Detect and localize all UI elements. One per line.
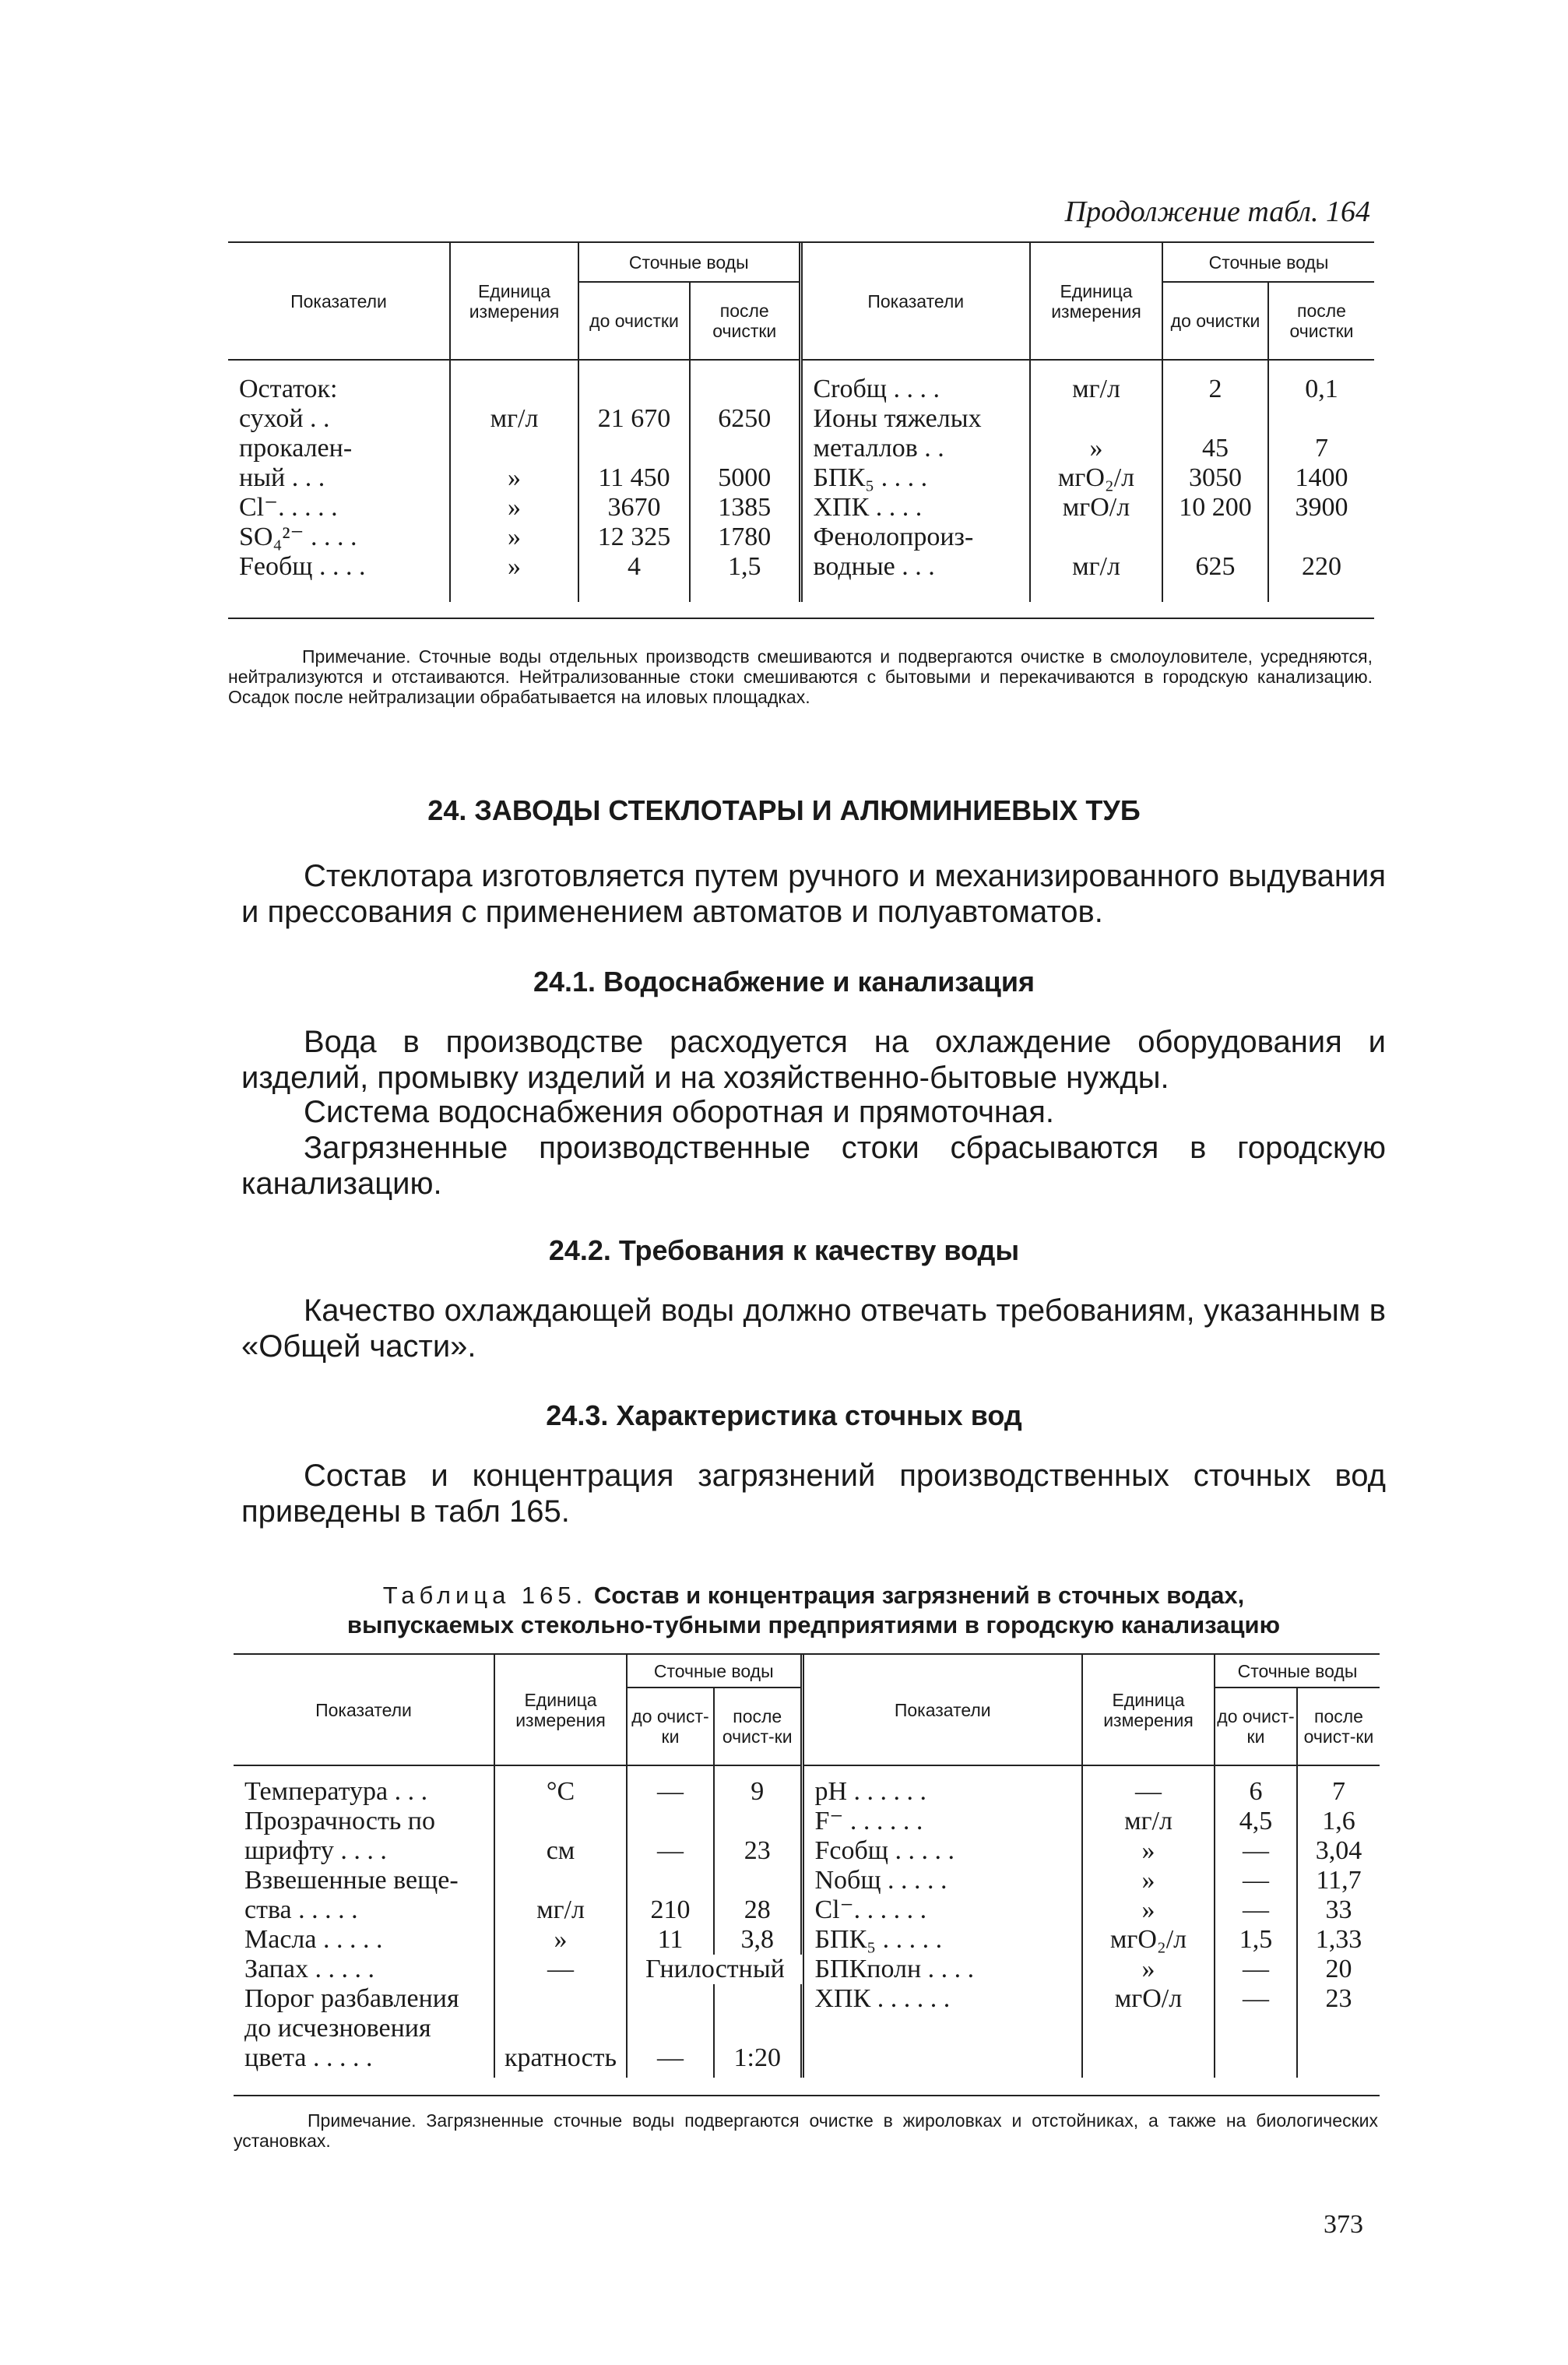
table165-right-after-cell: 1,6 [1322,1807,1355,1835]
table164-right-labels-cell: Crобщ . . . . [813,375,940,403]
table164-left-before-cell: 21 670 [597,404,671,433]
table165-left-labels-cell: Температура . . . [244,1777,428,1806]
table165-left-units-cell [495,1866,626,1895]
table165-right-units-cell: » [1141,1955,1155,1983]
table164-left-after-cell [691,375,799,404]
table164-right-after-cell [1269,404,1374,434]
table165-caption [234,1581,1394,1640]
table165-right-labels-cell: pH . . . . . . [814,1777,927,1806]
table164-right-labels-cell: БПК₅ . . . . [813,463,928,492]
table165-left-units-cell: » [554,1925,568,1954]
table164-left-units-cell: » [508,463,521,492]
table164-right-labels-cell: Фенолопроиз- [813,523,974,551]
table165-left-before-cell: — [657,2043,684,2072]
table165-left-before-cell: — [657,1777,684,1806]
table165-right-before-cell: — [1243,1984,1269,2013]
table165-left-labels-cell: ства . . . . . [244,1895,358,1924]
table164-column-right-after [1268,361,1374,602]
table164-left-before-cell: 3670 [607,493,661,522]
table165-left-after-cell [715,2014,800,2043]
table165-caption-line1: Состав и концентрация загрязнений в сточных водах, [593,1582,1245,1609]
table164-left-labels-cell: ный . . . [239,463,325,492]
table164-left-after-cell: 1385 [718,493,772,522]
table164-left-labels-cell: Остаток: [239,375,338,403]
table164-right-units-cell: мгО₂/л [1057,463,1135,492]
t165-header-indicators-right: Показатели [802,1655,1082,1765]
s242-paragraph-1: Качество охлаждающей воды должно отвечать требованиям, указанным в «Общей части». [241,1293,1386,1364]
table165-column-right-units [1082,1766,1215,2078]
table164-right-units-cell [1031,404,1162,434]
t164-header-indicators-left: Показатели [228,243,450,360]
table165-right-labels-cell: Fcобщ . . . . . [814,1836,955,1865]
table165-left-units-cell: кратность [504,2043,617,2072]
table165-right-after-cell: 11,7 [1316,1866,1362,1895]
table165-right-after-cell: 23 [1325,1984,1352,2013]
table164-left-labels-cell: прокален- [239,434,353,463]
table164-right-labels-cell: Ионы тяжелых [813,404,982,433]
t164-header-wastewater-right: Сточные воды [1162,243,1374,282]
table164-right-labels-cell: ХПК . . . . [813,493,923,522]
subsection-24-2-title: 24.2. Требования к качеству воды [548,1234,1020,1266]
table165-left-after-cell: 9 [751,1777,765,1806]
table164-note: Примечание. Сточные воды отдельных производств смешиваются и подвергаются очистке в смолоуловителе, усредняются, нейтрализуются и отстаиваются. Нейтрализованные стоки смешиваются с бытовыми и перекачиваются в городскую канализацию. Осадок после нейтрализации обрабатывается на иловых площадках. [228,646,1373,707]
table165-left-labels-cell: Запах . . . . . [244,1955,374,1983]
table165-left-before-cell [628,2014,713,2043]
page-number: 373 [1324,2210,1363,2239]
table165-column-right-labels [802,1766,1082,2078]
table165-left-labels-cell: шрифту . . . . [244,1836,387,1865]
t165-header-unit-right: Единица измерения [1082,1655,1215,1765]
table164-left-before-cell: 12 325 [597,523,671,551]
table164-left-units-cell: » [508,523,521,551]
table165-left-units-cell: мг/л [536,1895,585,1924]
table165-right-labels-cell: Nобщ . . . . . [814,1866,947,1895]
table165-left-before-cell: 210 [650,1895,691,1924]
table165-right-labels-cell: ХПК . . . . . . [814,1984,951,2013]
subsection-24-1-title: 24.1. Водоснабжение и канализация [533,966,1035,998]
table165-right-labels-cell: БПКполн . . . . [814,1955,975,1983]
table165-right-after-cell: 33 [1325,1895,1352,1924]
table165-column-left-after [714,1766,802,2078]
section-title: 24. ЗАВОДЫ СТЕКЛОТАРЫ И АЛЮМИНИЕВЫХ ТУБ [427,794,1141,826]
table165-right-units-cell: — [1135,1777,1162,1806]
table165-left-units-cell: — [547,1955,574,1983]
table164-column-left-units [450,361,578,602]
table164-right-after-cell: 0,1 [1305,375,1338,403]
table165-right-before-cell: 6 [1249,1777,1263,1806]
table164-left-before-cell [579,434,689,463]
table164-right-labels-cell: водные . . . [813,552,935,581]
table165-bottom-rule [234,2095,1380,2096]
t164-header-unit-left: Единица измерения [450,243,578,360]
table165-column-left-units [494,1766,627,2078]
table164-right-before-cell: 45 [1202,434,1229,463]
table165-left-units-cell: °C [546,1777,575,1806]
table165-left-labels-cell: цвета . . . . . [244,2043,373,2072]
t165-header-wastewater-right: Сточные воды [1215,1655,1380,1688]
table164-right-before-cell: 2 [1208,375,1222,403]
table164-right-units-cell: мг/л [1072,552,1120,581]
table165-right-before-cell: — [1243,1836,1269,1865]
table165-right-labels-cell: БПК₅ . . . . . [814,1925,943,1954]
table165-left-labels-cell: Прозрачность по [244,1807,436,1835]
table164-right-units-cell: » [1089,434,1103,463]
table164-column-right-units [1030,361,1162,602]
table165-left-before-cell: 11 [657,1925,684,1954]
table165-right-before-cell: 1,5 [1239,1925,1273,1954]
s241-paragraph-3: Загрязненные производственные стоки сбрасываются в городскую канализацию. [241,1131,1386,1201]
table164-column-right-labels [800,361,1030,602]
table164-right-after-cell: 1400 [1295,463,1348,492]
s243-paragraph-1: Состав и концентрация загрязнений производственных сточных вод приведены в табл 165. [241,1459,1386,1529]
table164-left-after-cell: 6250 [718,404,772,433]
table165-column-right-before [1215,1766,1297,2078]
table165-left-after-cell [715,1984,800,2014]
table164-right-before-cell: 625 [1195,552,1236,581]
table164-right-labels-cell: металлов . . [813,434,944,463]
t165-header-indicators-left: Показатели [234,1655,494,1765]
table165-left-after-cell: 1:20 [733,2043,781,2072]
table165-right-units-cell: мг/л [1124,1807,1172,1835]
table164-right-after-cell [1269,523,1374,552]
table165-left-after-cell [715,1866,800,1895]
t165-header-after-right: после очист-ки [1297,1688,1380,1765]
table165-left-labels-cell: Взвешенные веще- [244,1866,459,1895]
section-intro: Стеклотара изготовляется путем ручного и механизированного выдувания и прессования с применением автоматов и полуавтоматов. [241,859,1386,929]
table164-right-before-cell [1163,523,1267,552]
table-continuation-label: Продолжение табл. 164 [1064,195,1370,228]
table164-left-before-cell: 11 450 [598,463,670,492]
table164-column-right-before [1162,361,1268,602]
table164-left-units-cell [451,434,578,463]
t165-header-wastewater-left: Сточные воды [627,1655,802,1688]
s241-paragraph-2: Система водоснабжения оборотная и прямоточная. [304,1095,1055,1129]
table165-left-after-cell: 23 [744,1836,771,1865]
table164-column-left-after [690,361,800,602]
table165-right-after-cell: 20 [1325,1955,1352,1983]
table165-column-left-labels [234,1766,494,2078]
table164-left-after-cell [691,434,799,463]
t164-header-after-left: после очистки [690,282,800,360]
table164-left-units-cell [451,375,578,404]
table165-left-labels-cell: Масла . . . . . [244,1925,383,1954]
t165-header-before-left: до очист-ки [627,1688,714,1765]
t165-header-after-left: после очист-ки [714,1688,802,1765]
table164-right-after-cell: 3900 [1295,493,1348,522]
table164-right-before-cell [1163,404,1267,434]
table165-right-labels-cell: F⁻ . . . . . . [814,1807,923,1835]
table165-left-units-cell: см [546,1836,575,1865]
table164-left-labels-cell: Feобщ . . . . [239,552,366,581]
table164-left-labels-cell: Cl⁻. . . . . [239,493,338,522]
table165-left-labels-cell: Порог разбавления [244,1984,459,2013]
t165-header-unit-left: Единица измерения [494,1655,627,1765]
table164-left-units-cell: мг/л [490,404,539,433]
table165-caption-line2: выпускаемых стекольно-тубными предприятиями в городскую канализацию [346,1611,1281,1638]
table165-left-before-cell: — [657,1836,684,1865]
table165-left-before-cell [628,1984,713,2014]
table164-left-after-cell: 5000 [718,463,772,492]
table164-right-units-cell: мгО/л [1062,493,1130,522]
table164-left-units-cell: » [508,493,521,522]
table164-column-left-before [578,361,690,602]
table165-right-before-cell: 4,5 [1239,1807,1273,1835]
t164-header-unit-right: Единица измерения [1030,243,1162,360]
table164-bottom-rule [228,618,1374,619]
t164-header-after-right: после очистки [1268,282,1374,360]
table165-left-after-cell [715,1807,800,1836]
table165-left-units-cell [495,2014,626,2043]
table164-right-units-cell: мг/л [1072,375,1120,403]
table165-right-before-cell: — [1243,1955,1269,1983]
t165-header-before-right: до очист-ки [1215,1688,1297,1765]
table164-column-left-labels [228,361,450,602]
table164 [228,243,1374,602]
table165-note: Примечание. Загрязненные сточные воды подвергаются очистке в жироловках и отстойниках, а также на биологических установках. [234,2110,1378,2151]
table164-right-before-cell: 3050 [1189,463,1242,492]
table165-right-after-cell: 3,04 [1315,1836,1362,1865]
table165-right-units-cell: мгО₂/л [1109,1925,1187,1954]
t164-header-before-left: до очистки [578,282,690,360]
table165 [234,1655,1380,2078]
table164-left-labels-cell: сухой . . [239,404,330,433]
s241-paragraph-1: Вода в производстве расходуется на охлаждение оборудования и изделий, промывку изделий и на хозяйственно-бытовые нужды. [241,1025,1386,1095]
table165-left-after-cell: 3,8 [740,1925,774,1954]
table165-right-units-cell: » [1141,1895,1155,1924]
table165-left-units-cell [495,1984,626,2014]
table164-left-after-cell: 1,5 [728,552,761,581]
table164-left-units-cell: » [508,552,521,581]
table164-left-labels-cell: SO₄²⁻ . . . . [239,523,357,551]
table165-right-after-cell: 7 [1332,1777,1345,1806]
t164-header-wastewater-left: Сточные воды [578,243,800,282]
smell-value: Гнилостный [628,1955,803,1984]
t164-header-indicators-right: Показатели [800,243,1030,360]
table165-right-units-cell: » [1141,1836,1155,1865]
table165-right-units-cell: » [1141,1866,1155,1895]
t164-header-before-right: до очистки [1162,282,1268,360]
table164-left-before-cell: 4 [628,552,641,581]
table164-left-before-cell [579,375,689,404]
table165-left-after-cell: 28 [744,1895,771,1924]
table165-right-units-cell: мгО/л [1114,1984,1183,2013]
table164-right-units-cell [1031,523,1162,552]
table165-left-before-cell [628,1866,713,1895]
table165-right-after-cell: 1,33 [1315,1925,1362,1954]
table164-right-before-cell: 10 200 [1179,493,1252,522]
table165-column-right-after [1297,1766,1380,2078]
table165-left-units-cell [495,1807,626,1836]
table165-caption-prefix: Таблица 165. [382,1582,588,1609]
table164-right-after-cell: 7 [1315,434,1328,463]
table165-left-labels-cell: до исчезновения [244,2014,431,2043]
table165-left-before-cell [628,1807,713,1836]
table165-right-before-cell: — [1243,1866,1269,1895]
table165-right-before-cell: — [1243,1895,1269,1924]
table164-left-after-cell: 1780 [718,523,772,551]
table165-right-labels-cell: Cl⁻. . . . . . [814,1895,927,1924]
subsection-24-3-title: 24.3. Характеристика сточных вод [546,1399,1022,1431]
table164-right-after-cell: 220 [1302,552,1341,581]
